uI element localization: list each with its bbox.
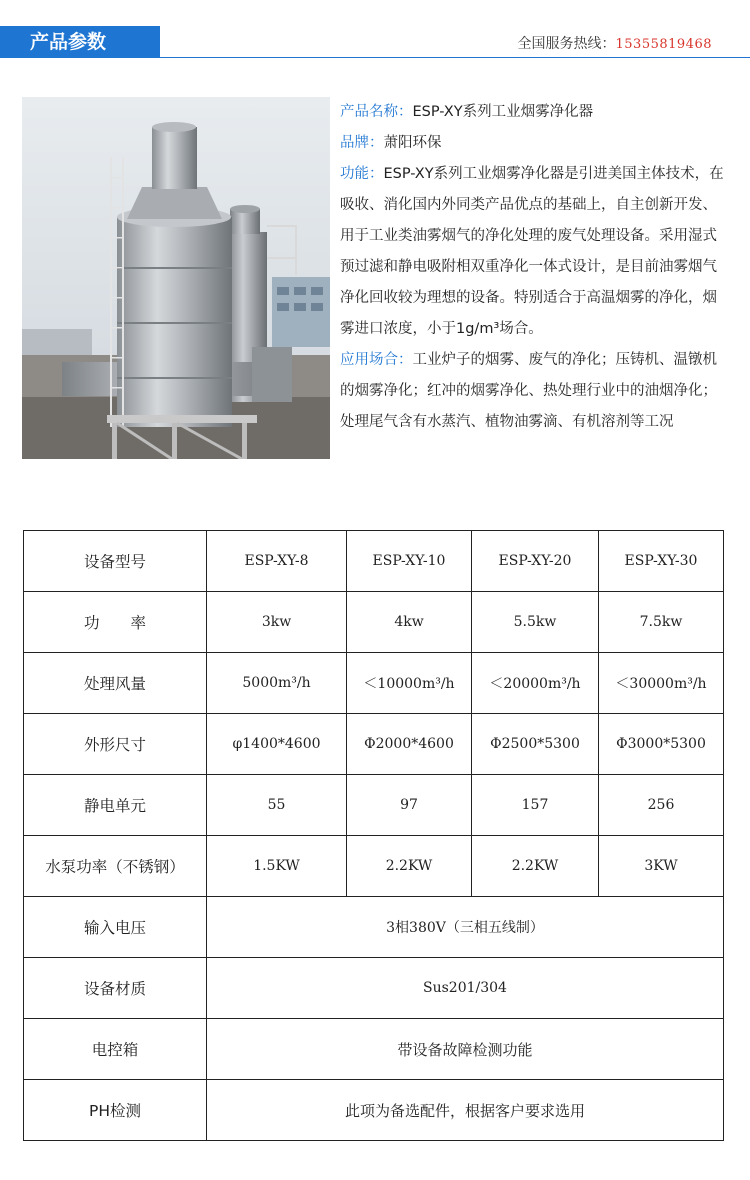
table-cell: ＜30000m³/h xyxy=(599,653,724,714)
brand-label: 品牌： xyxy=(340,135,384,151)
table-cell: ESP-XY-8 xyxy=(207,531,347,592)
row-label: 处理风量 xyxy=(24,653,207,714)
table-cell: 此项为备选配件，根据客户要求选用 xyxy=(207,1080,724,1141)
brand-value: 萧阳环保 xyxy=(383,135,442,151)
table-cell: Φ2500*5300 xyxy=(472,714,599,775)
table-cell: ESP-XY-10 xyxy=(347,531,472,592)
product-name-label: 产品名称： xyxy=(340,104,413,120)
row-label: 电控箱 xyxy=(24,1019,207,1080)
table-cell: ＜20000m³/h xyxy=(472,653,599,714)
row-label: 设备型号 xyxy=(24,531,207,592)
product-name-value: ESP-XY系列工业烟雾净化器 xyxy=(412,104,594,120)
application-label: 应用场合： xyxy=(340,352,413,368)
table-row xyxy=(24,1080,724,1141)
table-cell: 5.5kw xyxy=(472,592,599,653)
product-brand xyxy=(340,128,725,159)
product-application xyxy=(340,345,725,438)
header xyxy=(0,0,750,64)
hotline-number[interactable]: 15355819468 xyxy=(615,37,712,52)
table-cell: 3kw xyxy=(207,592,347,653)
table-row xyxy=(24,836,724,897)
table-cell: ESP-XY-30 xyxy=(599,531,724,592)
table-cell: 7.5kw xyxy=(599,592,724,653)
table-row xyxy=(24,592,724,653)
table-row xyxy=(24,775,724,836)
product-function xyxy=(340,159,725,345)
row-label: PH检测 xyxy=(24,1080,207,1141)
hotline-label: 全国服务热线： xyxy=(517,36,616,52)
table-cell: 3相380V（三相五线制） xyxy=(207,897,724,958)
table-row xyxy=(24,1019,724,1080)
product-name xyxy=(340,97,725,128)
table-row xyxy=(24,958,724,1019)
row-label: 设备材质 xyxy=(24,958,207,1019)
row-label: 输入电压 xyxy=(24,897,207,958)
table-cell: 1.5KW xyxy=(207,836,347,897)
table-cell: 97 xyxy=(347,775,472,836)
table-cell: Φ2000*4600 xyxy=(347,714,472,775)
product-photo xyxy=(22,97,330,459)
table-cell: Sus201/304 xyxy=(207,958,724,1019)
application-value: 工业炉子的烟雾、废气的净化；压铸机、温镦机的烟雾净化；红冲的烟雾净化、热处理行业中的油烟净化；处理尾气含有水蒸汽、植物油雾滴、有机溶剂等工况 xyxy=(340,352,717,430)
row-label: 功 率 xyxy=(24,592,207,653)
table-cell: 5000m³/h xyxy=(207,653,347,714)
table-row xyxy=(24,531,724,592)
section-tab: 产品参数 xyxy=(0,26,160,58)
product-info xyxy=(340,97,725,438)
table-cell: 157 xyxy=(472,775,599,836)
table-cell: 2.2KW xyxy=(347,836,472,897)
header-divider xyxy=(160,57,750,58)
function-label: 功能： xyxy=(340,166,384,182)
table-cell: 3KW xyxy=(599,836,724,897)
parameter-table xyxy=(23,530,724,1141)
table-cell: 4kw xyxy=(347,592,472,653)
table-row xyxy=(24,714,724,775)
row-label: 水泵功率（不锈钢） xyxy=(24,836,207,897)
function-value: ESP-XY系列工业烟雾净化器是引进美国主体技术，在吸收、消化国内外同类产品优点的基础上，自主创新开发、用于工业类油雾烟气的净化处理的废气处理设备。采用湿式预过滤和静电吸附相双重净化一体式设计，是目前油雾烟气净化回收较为理想的设备。特别适合于高温烟雾的净化，烟雾进口浓度，小于1g/m³场合。 xyxy=(340,166,724,337)
table-cell: ESP-XY-20 xyxy=(472,531,599,592)
table-cell: 2.2KW xyxy=(472,836,599,897)
table-cell: φ1400*4600 xyxy=(207,714,347,775)
hotline xyxy=(518,33,712,53)
row-label: 静电单元 xyxy=(24,775,207,836)
table-cell: 带设备故障检测功能 xyxy=(207,1019,724,1080)
table-cell: ＜10000m³/h xyxy=(347,653,472,714)
table-cell: 55 xyxy=(207,775,347,836)
table-cell: 256 xyxy=(599,775,724,836)
table-cell: Φ3000*5300 xyxy=(599,714,724,775)
table-row xyxy=(24,897,724,958)
row-label: 外形尺寸 xyxy=(24,714,207,775)
table-row xyxy=(24,653,724,714)
